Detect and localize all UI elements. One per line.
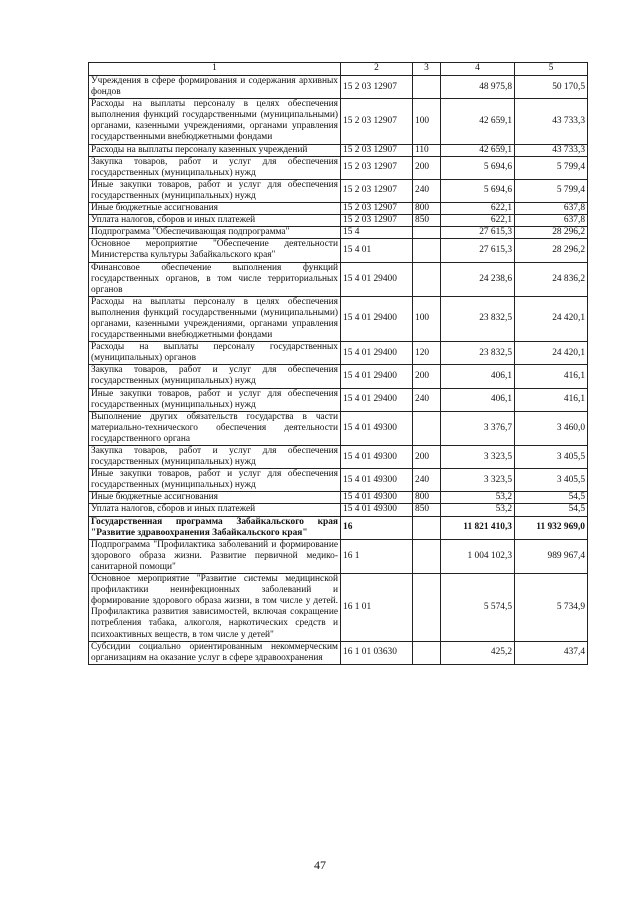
row-expense-type: 240: [413, 388, 441, 411]
row-value-col4: 23 832,5: [441, 342, 515, 365]
row-value-col4: 42 659,1: [441, 99, 515, 144]
header-cell: 5: [515, 63, 588, 76]
header-cell: 1: [89, 63, 341, 76]
table-row: [89, 156, 588, 179]
row-value-col5: 637,8: [515, 215, 588, 227]
row-expense-type: [413, 641, 441, 664]
row-code: 15 4: [341, 227, 413, 239]
row-value-col5: 5 799,4: [515, 179, 588, 202]
row-code: 16 1: [341, 539, 413, 573]
row-value-col5: 28 296,2: [515, 227, 588, 239]
row-expense-type: 800: [413, 203, 441, 215]
row-expense-type: 100: [413, 99, 441, 144]
table-row: [89, 296, 588, 341]
header-cell: 2: [341, 63, 413, 76]
row-name: Иные закупки товаров, работ и услуг для обеспечения государственных (муниципальных) нужд: [89, 179, 341, 202]
row-code: 15 2 03 12907: [341, 99, 413, 144]
row-name: Выполнение других обязательств государства в части материально-технического обеспечения деятельности государственного органа: [89, 411, 341, 445]
row-name: Учреждения в сфере формирования и содержания архивных фондов: [89, 76, 341, 99]
table-row: [89, 504, 588, 516]
row-value-col5: 5 734,9: [515, 574, 588, 642]
row-name: Иные закупки товаров, работ и услуг для обеспечения государственных (муниципальных) нужд: [89, 388, 341, 411]
row-name: Расходы на выплаты персоналу казенных учреждений: [89, 144, 341, 156]
row-expense-type: [413, 411, 441, 445]
row-expense-type: [413, 76, 441, 99]
header-cell: 4: [441, 63, 515, 76]
row-code: 16 1 01 03630: [341, 641, 413, 664]
row-expense-type: [413, 262, 441, 296]
row-value-col5: 5 799,4: [515, 156, 588, 179]
row-code: 15 4 01 49300: [341, 446, 413, 469]
row-value-col5: 43 733,3: [515, 144, 588, 156]
row-value-col5: 437,4: [515, 641, 588, 664]
row-value-col4: 48 975,8: [441, 76, 515, 99]
row-expense-type: 240: [413, 179, 441, 202]
row-value-col5: 28 296,2: [515, 239, 588, 262]
row-value-col4: 3 323,5: [441, 469, 515, 492]
row-expense-type: 100: [413, 296, 441, 341]
row-value-col4: 622,1: [441, 203, 515, 215]
row-name: Подпрограмма "Профилактика заболеваний и формирование здорового образа жизни. Развитие первичной медико-санитарной помощи": [89, 539, 341, 573]
header-row: [89, 63, 588, 76]
row-code: 15 2 03 12907: [341, 179, 413, 202]
table-row: [89, 179, 588, 202]
row-expense-type: 850: [413, 215, 441, 227]
row-expense-type: 800: [413, 492, 441, 504]
budget-table: [88, 62, 588, 665]
row-value-col4: 1 004 102,3: [441, 539, 515, 573]
row-name: Основное мероприятие "Развитие системы медицинской профилактики неинфекционных заболеваний и формирование здорового образа жизни, в том числе у детей. Профилактика развития зависимостей, включая сокращение потребления табака, алкоголя, наркотических средств и психоактивных веществ, в том числе у детей": [89, 574, 341, 642]
row-expense-type: [413, 239, 441, 262]
row-code: 15 4 01 49300: [341, 469, 413, 492]
row-code: 15 4 01 29400: [341, 388, 413, 411]
row-value-col4: 5 694,6: [441, 156, 515, 179]
row-value-col4: 11 821 410,3: [441, 516, 515, 539]
row-expense-type: [413, 227, 441, 239]
row-code: 15 2 03 12907: [341, 156, 413, 179]
table-row: [89, 99, 588, 144]
row-value-col4: 622,1: [441, 215, 515, 227]
row-expense-type: 850: [413, 504, 441, 516]
table-row: [89, 516, 588, 539]
row-expense-type: 200: [413, 446, 441, 469]
row-name: Субсидии социально ориентированным некоммерческим организациям на оказание услуг в сфере здравоохранения: [89, 641, 341, 664]
row-value-col5: 50 170,5: [515, 76, 588, 99]
row-expense-type: [413, 574, 441, 642]
table-row: [89, 227, 588, 239]
row-value-col5: 637,8: [515, 203, 588, 215]
row-value-col4: 3 376,7: [441, 411, 515, 445]
row-name: Иные бюджетные ассигнования: [89, 492, 341, 504]
table-row: [89, 262, 588, 296]
row-expense-type: [413, 516, 441, 539]
row-value-col5: 989 967,4: [515, 539, 588, 573]
row-value-col4: 27 615,3: [441, 239, 515, 262]
table-row: [89, 203, 588, 215]
row-name: Основное мероприятие "Обеспечение деятельности Министерства культуры Забайкальского края": [89, 239, 341, 262]
row-value-col5: 3 460,0: [515, 411, 588, 445]
table-row: [89, 215, 588, 227]
table-row: [89, 365, 588, 388]
row-code: 15 4 01 29400: [341, 342, 413, 365]
row-value-col4: 3 323,5: [441, 446, 515, 469]
row-name: Финансовое обеспечение выполнения функций государственных органов, в том числе территориальных органов: [89, 262, 341, 296]
row-name: Закупка товаров, работ и услуг для обеспечения государственных (муниципальных) нужд: [89, 365, 341, 388]
row-value-col4: 24 238,6: [441, 262, 515, 296]
row-value-col5: 24 836,2: [515, 262, 588, 296]
row-value-col5: 11 932 969,0: [515, 516, 588, 539]
row-code: 16: [341, 516, 413, 539]
row-code: 15 4 01 49300: [341, 411, 413, 445]
row-name: Расходы на выплаты персоналу в целях обеспечения выполнения функций государственными (муниципальными) органами, казенными учреждениями, органами управления государственными внебюджетными фондами: [89, 99, 341, 144]
row-code: 15 4 01 29400: [341, 365, 413, 388]
row-expense-type: 200: [413, 156, 441, 179]
table-row: [89, 539, 588, 573]
row-value-col4: 23 832,5: [441, 296, 515, 341]
row-expense-type: 110: [413, 144, 441, 156]
row-value-col5: 416,1: [515, 365, 588, 388]
row-name: Подпрограмма "Обеспечивающая подпрограмма": [89, 227, 341, 239]
header-cell: 3: [413, 63, 441, 76]
row-code: 15 4 01 49300: [341, 492, 413, 504]
table-row: [89, 469, 588, 492]
table-body: [89, 76, 588, 665]
table-row: [89, 411, 588, 445]
row-value-col5: 416,1: [515, 388, 588, 411]
row-value-col4: 5 694,6: [441, 179, 515, 202]
row-value-col4: 406,1: [441, 365, 515, 388]
row-value-col5: 24 420,1: [515, 342, 588, 365]
row-code: 15 4 01 29400: [341, 262, 413, 296]
table-row: [89, 144, 588, 156]
row-code: 15 2 03 12907: [341, 215, 413, 227]
table-row: [89, 446, 588, 469]
row-value-col4: 425,2: [441, 641, 515, 664]
row-code: 15 4 01 29400: [341, 296, 413, 341]
row-name: Уплата налогов, сборов и иных платежей: [89, 215, 341, 227]
row-value-col5: 54,5: [515, 504, 588, 516]
row-name: Иные закупки товаров, работ и услуг для обеспечения государственных (муниципальных) нужд: [89, 469, 341, 492]
row-expense-type: 200: [413, 365, 441, 388]
row-code: 15 2 03 12907: [341, 144, 413, 156]
row-value-col4: 5 574,5: [441, 574, 515, 642]
row-code: 15 4 01 49300: [341, 504, 413, 516]
row-name: Уплата налогов, сборов и иных платежей: [89, 504, 341, 516]
row-value-col4: 42 659,1: [441, 144, 515, 156]
row-value-col5: 3 405,5: [515, 446, 588, 469]
row-expense-type: [413, 539, 441, 573]
row-value-col4: 27 615,3: [441, 227, 515, 239]
row-code: 16 1 01: [341, 574, 413, 642]
row-value-col5: 3 405,5: [515, 469, 588, 492]
row-code: 15 4 01: [341, 239, 413, 262]
table-row: [89, 76, 588, 99]
row-name: Иные бюджетные ассигнования: [89, 203, 341, 215]
row-value-col4: 53,2: [441, 492, 515, 504]
row-value-col5: 43 733,3: [515, 99, 588, 144]
row-value-col4: 53,2: [441, 504, 515, 516]
row-name: Закупка товаров, работ и услуг для обеспечения государственных (муниципальных) нужд: [89, 446, 341, 469]
table-row: [89, 492, 588, 504]
row-name: Расходы на выплаты персоналу в целях обеспечения выполнения функций государственными (муниципальными) органами, казенными учреждениями, органами управления государственными внебюджетными фондами: [89, 296, 341, 341]
row-code: 15 2 03 12907: [341, 76, 413, 99]
table-row: [89, 342, 588, 365]
row-name: Государственная программа Забайкальского края "Развитие здравоохранения Забайкальского края": [89, 516, 341, 539]
table-row: [89, 239, 588, 262]
row-value-col4: 406,1: [441, 388, 515, 411]
row-value-col5: 54,5: [515, 492, 588, 504]
page-number: 47: [314, 858, 326, 872]
row-expense-type: 120: [413, 342, 441, 365]
row-value-col5: 24 420,1: [515, 296, 588, 341]
table-row: [89, 388, 588, 411]
table-row: [89, 641, 588, 664]
row-expense-type: 240: [413, 469, 441, 492]
table-row: [89, 574, 588, 642]
row-name: Закупка товаров, работ и услуг для обеспечения государственных (муниципальных) нужд: [89, 156, 341, 179]
row-code: 15 2 03 12907: [341, 203, 413, 215]
row-name: Расходы на выплаты персоналу государственных (муниципальных) органов: [89, 342, 341, 365]
